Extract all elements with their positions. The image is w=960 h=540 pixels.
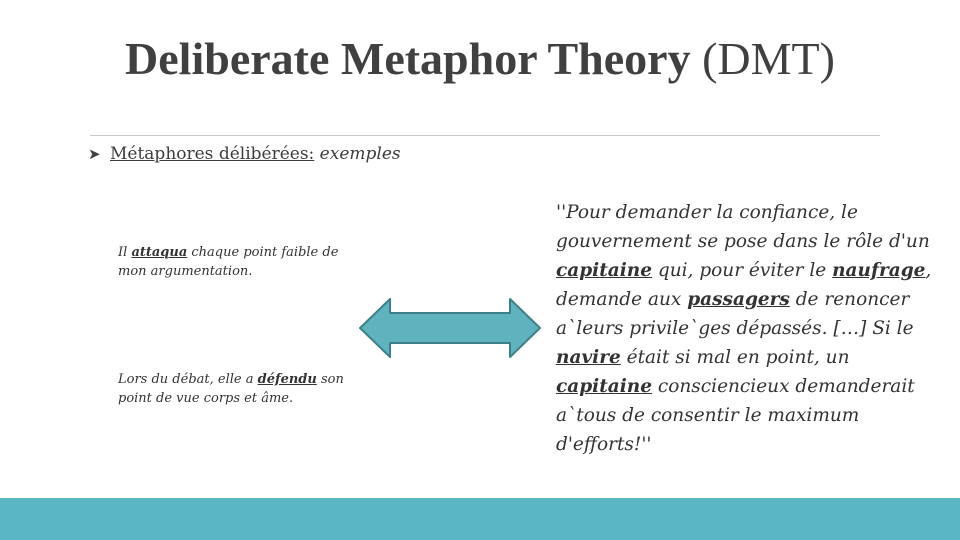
double-arrow-shape (360, 299, 540, 357)
example-2-pre: Lors du débat, elle a (118, 372, 258, 387)
bullet-subheading: exemples (314, 144, 401, 164)
quote-keyword: naufrage (832, 260, 926, 281)
quote-seg: était si mal en point, un (620, 347, 850, 368)
example-2 (118, 370, 358, 408)
title-divider (90, 135, 880, 136)
quote-seg: ''Pour demander la confiance, le gouvernement se pose dans le rôle d'un (556, 202, 930, 252)
example-1-post: chaque point faible de mon argumentation. (118, 245, 339, 279)
example-2-keyword: défendu (257, 372, 317, 387)
quote-seg: , demande aux (556, 260, 932, 310)
footer-accent-bar (0, 498, 960, 540)
slide-title (0, 32, 960, 85)
example-2-post: son point de vue corps et âme. (118, 372, 344, 406)
title-bold: Deliberate Metaphor Theory (125, 33, 691, 84)
quote-keyword: passagers (687, 289, 790, 310)
double-arrow-icon (358, 296, 542, 360)
quote-seg: consciencieux demanderait a`tous de consentir le maximum d'efforts!'' (556, 376, 915, 455)
arrow-bullet-icon: ➤ (88, 145, 101, 163)
bullet-heading: Métaphores délibérées: (110, 144, 315, 164)
quote-keyword: capitaine (556, 376, 652, 397)
quote-seg: de renoncer a`leurs privile`ges dépassés. […] Si le (556, 289, 914, 339)
title-rest: (DMT) (690, 33, 835, 84)
quote-block (556, 198, 936, 459)
quote-keyword: capitaine (556, 260, 652, 281)
example-1-keyword: attaqua (131, 245, 188, 260)
example-1 (118, 243, 358, 281)
example-1-pre: Il (118, 245, 132, 260)
quote-keyword: navire (556, 347, 621, 368)
bullet-heading-row (88, 144, 401, 164)
quote-seg: qui, pour éviter le (652, 260, 833, 281)
